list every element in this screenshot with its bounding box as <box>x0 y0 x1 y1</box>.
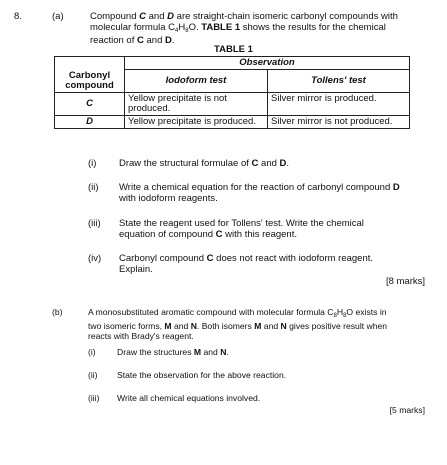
tollens-cell: Silver mirror is not produced. <box>268 115 410 128</box>
item-a-ii-line1: Write a chemical equation for the reaction of carbonyl compound D <box>119 182 400 193</box>
item-a-ii-line2: with iodoform reagents. <box>119 192 218 204</box>
iodoform-header: Iodoform test <box>125 70 268 93</box>
table-header-row-1 <box>55 57 410 70</box>
part-a-intro-line1: Compound C and D are straight-chain isomeric carbonyl compounds with <box>90 11 398 22</box>
item-a-iv-number: (iv) <box>88 253 102 264</box>
item-b-i-number: (i) <box>88 347 96 357</box>
item-a-iv-line1: Carbonyl compound C does not react with iodoform reagent. <box>119 253 374 264</box>
item-a-iii-line2: equation of compound C with this reagent. <box>119 228 297 240</box>
item-b-ii-number: (ii) <box>88 370 98 380</box>
tollens-header: Tollens' test <box>268 70 410 93</box>
item-b-iii-text: Write all chemical equations involved. <box>117 393 261 403</box>
compound-cell: C <box>55 92 125 115</box>
item-a-ii-number: (ii) <box>88 182 99 193</box>
part-b-intro <box>88 307 428 341</box>
part-a-intro-line2: molecular formula $C_4H_8O$. TABLE 1 shows the results for the chemical <box>90 21 386 34</box>
item-b-iii-number: (iii) <box>88 393 100 403</box>
table-row <box>55 92 410 115</box>
item-a-i-number: (i) <box>88 158 97 169</box>
item-b-i-text: Draw the structures M and N. <box>117 347 229 357</box>
part-b-marks: [5 marks] <box>389 405 425 415</box>
item-a-iii-text <box>119 219 424 240</box>
part-a-intro-line3: reaction of C and D. <box>90 35 175 46</box>
part-b-intro-line3: reacts with Brady's reagent. <box>88 331 194 341</box>
table-header-row-2 <box>55 70 410 93</box>
item-a-iii-number: (iii) <box>88 218 101 229</box>
observation-table <box>54 56 410 129</box>
item-a-i-text: Draw the structural formulae of C and D. <box>119 158 290 169</box>
item-b-ii-text: State the observation for the above reaction. <box>117 370 287 380</box>
item-a-ii-text <box>119 183 424 204</box>
part-a-label: (a) <box>52 11 64 22</box>
question-number: 8. <box>14 11 22 22</box>
part-a-marks: [8 marks] <box>385 276 425 287</box>
iodoform-cell: Yellow precipitate is not produced. <box>125 92 268 115</box>
part-b-intro-line1: A monosubstituted aromatic compound with molecular formula $C_8H_8O$ exists in <box>88 307 387 319</box>
part-a-intro <box>90 12 420 47</box>
item-a-iv-line2: Explain. <box>119 263 153 275</box>
tollens-cell: Silver mirror is produced. <box>268 92 410 115</box>
table-row <box>55 115 410 128</box>
carbonyl-header: Carbonyl compound <box>55 70 125 93</box>
table-corner-cell <box>55 57 125 70</box>
iodoform-cell: Yellow precipitate is produced. <box>125 115 268 128</box>
compound-cell: D <box>55 115 125 128</box>
item-a-iii-line1: State the reagent used for Tollens' test. Write the chemical <box>119 218 364 229</box>
table-title: TABLE 1 <box>214 44 253 55</box>
item-a-iv-text <box>119 254 424 275</box>
observation-header: Observation <box>125 57 410 70</box>
part-b-intro-line2: two isomeric forms, M and N. Both isomers M and N gives positive result when <box>88 321 388 331</box>
part-b-label: (b) <box>52 307 63 317</box>
